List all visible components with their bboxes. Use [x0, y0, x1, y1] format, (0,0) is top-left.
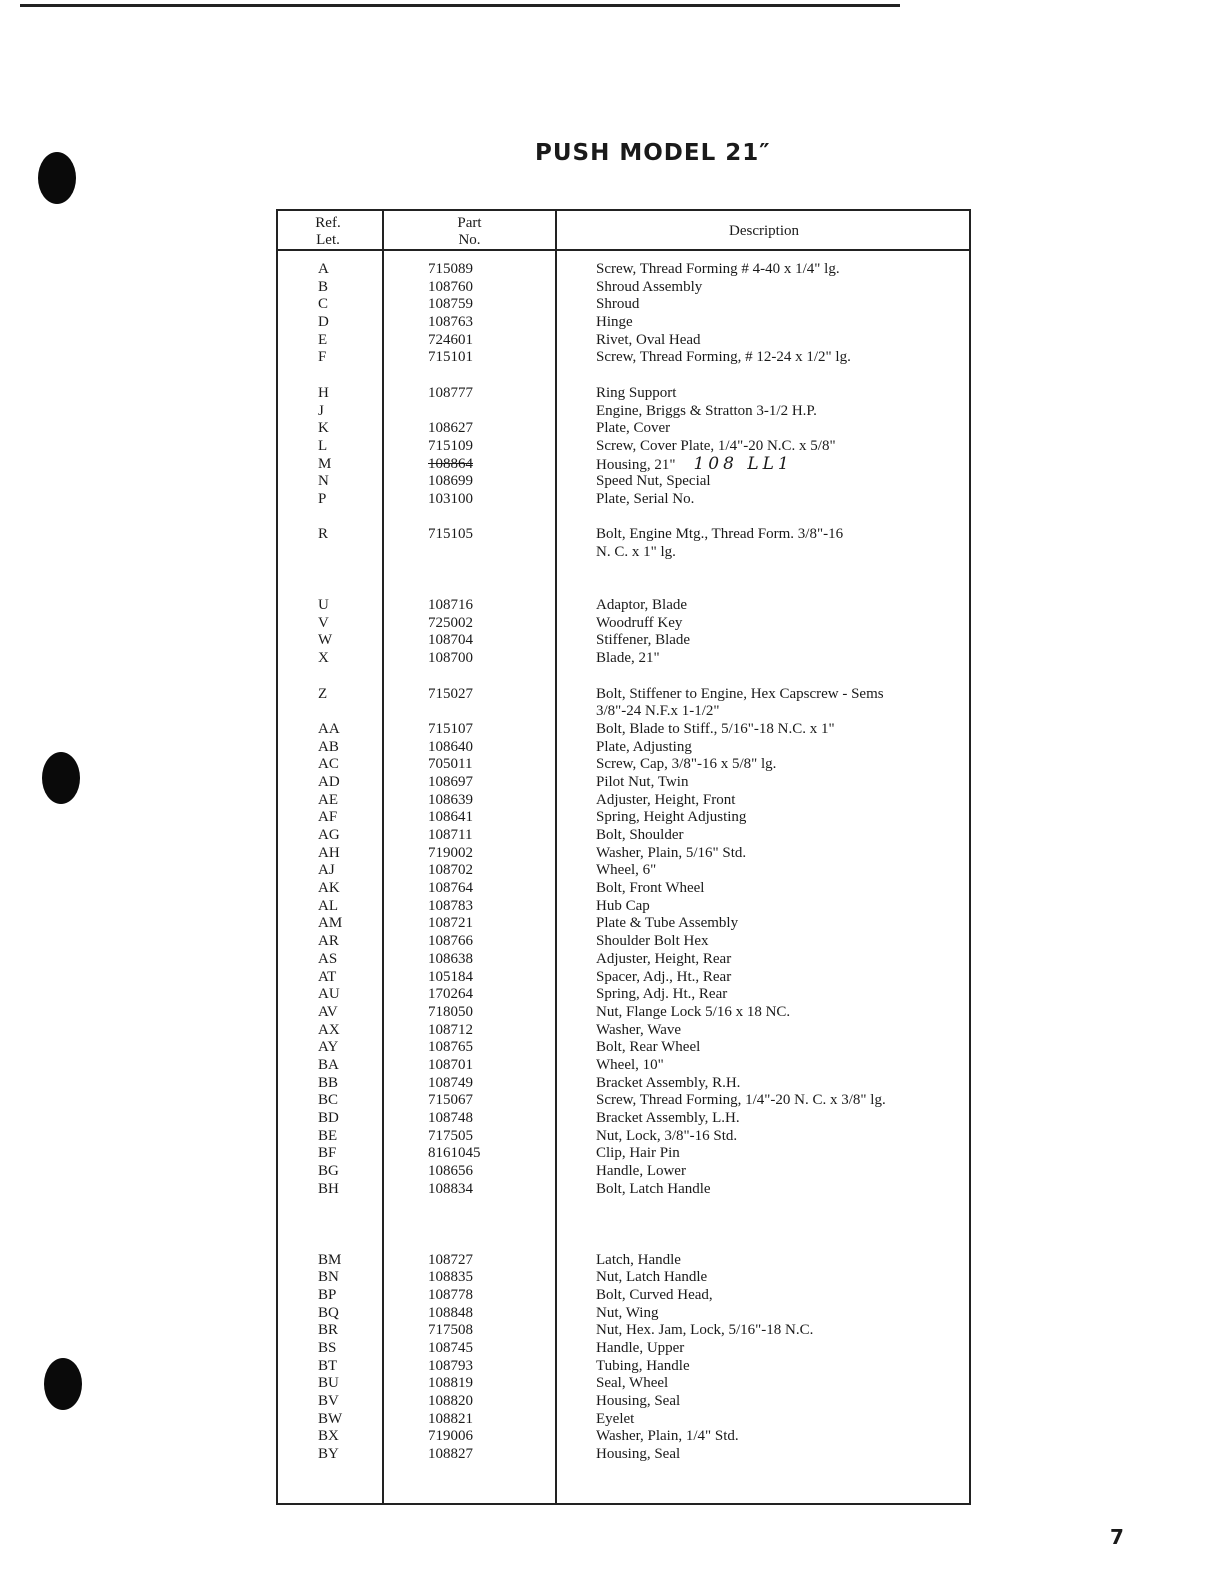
ref-letter: AB	[318, 738, 339, 755]
ref-letter: K	[318, 420, 329, 437]
ref-letter: AK	[318, 880, 340, 897]
group-spacer	[318, 367, 378, 385]
ref-letter: AU	[318, 986, 340, 1003]
part-number: 108793	[428, 1357, 473, 1374]
part-number: 103100	[428, 490, 473, 507]
group-spacer	[428, 579, 558, 597]
ref-letter: BD	[318, 1110, 339, 1126]
part-description	[596, 1075, 966, 1093]
part-description	[596, 632, 966, 650]
ref-letter: BQ	[318, 1304, 339, 1321]
part-number	[428, 403, 558, 421]
group-spacer	[596, 579, 966, 597]
part-description	[596, 880, 966, 898]
group-spacer	[428, 1198, 558, 1216]
part-number: 108641	[428, 809, 473, 826]
part-number: 715101	[428, 349, 473, 366]
part-description-text: Seal, Wheel	[596, 1375, 669, 1392]
part-description	[596, 686, 966, 704]
part-description	[596, 915, 966, 933]
part-description	[596, 1446, 966, 1464]
part-number: 108777	[428, 384, 473, 401]
ref-letter: AH	[318, 844, 340, 861]
header-part-no	[384, 215, 555, 249]
ref-letter: AY	[318, 1039, 339, 1056]
part-description-text: Rivet, Oval Head	[596, 331, 701, 348]
ref-letter: BP	[318, 1286, 337, 1303]
part-description	[596, 1110, 966, 1128]
ref-letter: F	[318, 349, 327, 366]
ref-letter: BB	[318, 1074, 339, 1091]
part-description	[596, 453, 966, 474]
part-number: 108702	[428, 862, 473, 879]
part-description	[596, 1287, 966, 1305]
part-description-text: Shroud Assembly	[596, 278, 703, 295]
part-description	[596, 1428, 966, 1446]
part-number: 108716	[428, 597, 473, 614]
parts-table	[276, 209, 971, 1505]
ref-letter: BC	[318, 1092, 339, 1109]
ref-letter: BM	[318, 1251, 342, 1268]
part-description	[596, 385, 966, 403]
group-spacer	[596, 668, 966, 686]
part-number: 108627	[428, 420, 473, 437]
part-number: 108766	[428, 933, 473, 950]
part-description	[596, 1340, 966, 1358]
group-spacer	[428, 367, 558, 385]
binder-hole-middle	[42, 752, 80, 804]
ref-letter: C	[318, 296, 329, 313]
ref-letter: H	[318, 384, 329, 401]
part-number: 705011	[428, 756, 473, 773]
ref-letter: AD	[318, 773, 340, 790]
part-description-text: Bolt, Curved Head,	[596, 1286, 713, 1303]
part-description-text: Washer, Wave	[596, 1021, 682, 1038]
group-spacer	[596, 1198, 966, 1216]
part-description	[596, 756, 966, 774]
part-description	[596, 1039, 966, 1057]
part-number: 108640	[428, 738, 473, 755]
part-description-text: Tubing, Handle	[596, 1357, 690, 1374]
ref-column	[318, 261, 378, 1464]
part-number: 715067	[428, 1092, 473, 1109]
part-number: 105184	[428, 968, 473, 985]
part-number: 108704	[428, 632, 473, 649]
part-description	[596, 491, 966, 509]
part-description	[596, 438, 966, 456]
part-description-text: Handle, Lower	[596, 1163, 686, 1180]
ref-letter: BW	[318, 1410, 343, 1427]
part-number: 715107	[428, 720, 473, 737]
group-spacer	[318, 668, 378, 686]
ref-letter: AC	[318, 756, 339, 773]
group-spacer	[596, 367, 966, 385]
group-spacer	[318, 562, 378, 580]
part-number: 108827	[428, 1446, 473, 1463]
part-description-text: Bolt, Engine Mtg., Thread Form. 3/8"-16	[596, 526, 844, 543]
part-description	[596, 1411, 966, 1429]
part-number: 108656	[428, 1163, 473, 1180]
ref-letter: AX	[318, 1021, 340, 1038]
part-description	[596, 279, 966, 297]
part-number: 715089	[428, 261, 473, 277]
part-description-text: Shroud	[596, 296, 640, 313]
part-description	[596, 1358, 966, 1376]
part-column	[428, 261, 558, 1464]
ref-letter: AL	[318, 897, 338, 914]
part-description	[596, 862, 966, 880]
column-divider-1	[382, 211, 384, 1503]
group-spacer	[428, 562, 558, 580]
part-description-text: Blade, 21"	[596, 650, 660, 667]
header-part-line2: No.	[458, 232, 481, 248]
part-description	[596, 792, 966, 810]
ref-letter: BY	[318, 1446, 339, 1463]
ref-letter: BU	[318, 1375, 339, 1392]
group-spacer	[318, 1234, 378, 1252]
part-description	[596, 703, 966, 721]
part-description-text: Washer, Plain, 5/16" Std.	[596, 844, 747, 861]
part-description	[596, 898, 966, 916]
ref-letter: AA	[318, 720, 340, 737]
part-number: 108778	[428, 1286, 473, 1303]
ref-letter: N	[318, 473, 329, 490]
ref-letter: BN	[318, 1269, 339, 1286]
part-description	[596, 1322, 966, 1340]
part-number: 108749	[428, 1074, 473, 1091]
part-description-text: Bolt, Stiffener to Engine, Hex Capscrew - Sems	[596, 685, 884, 702]
ref-letter: AM	[318, 915, 343, 932]
part-number: 724601	[428, 331, 473, 348]
part-description-text: Screw, Cover Plate, 1/4"-20 N.C. x 5/8"	[596, 437, 836, 454]
part-description-text: Clip, Hair Pin	[596, 1145, 680, 1162]
part-number: 108819	[428, 1375, 473, 1392]
part-description-text: Bracket Assembly, R.H.	[596, 1074, 741, 1091]
ref-letter: L	[318, 437, 328, 454]
part-description-text: Spacer, Adj., Ht., Rear	[596, 968, 732, 985]
header-description	[557, 223, 971, 240]
part-description	[596, 1092, 966, 1110]
part-description	[596, 1163, 966, 1181]
binder-hole-top	[38, 152, 76, 204]
part-description	[596, 827, 966, 845]
part-number: 108712	[428, 1021, 473, 1038]
part-description	[596, 721, 966, 739]
part-description	[596, 1393, 966, 1411]
part-number: 719006	[428, 1428, 473, 1445]
part-description	[596, 774, 966, 792]
part-description	[596, 845, 966, 863]
part-number: 108638	[428, 950, 473, 967]
part-description-text: Shoulder Bolt Hex	[596, 933, 709, 950]
part-description	[596, 951, 966, 969]
part-description-text: Engine, Briggs & Stratton 3-1/2 H.P.	[596, 402, 817, 419]
ref-letter: Z	[318, 685, 328, 702]
ref-letter: R	[318, 526, 329, 543]
part-description	[596, 1269, 966, 1287]
part-description-text: Screw, Thread Forming, # 12-24 x 1/2" lg.	[596, 349, 851, 366]
part-description	[596, 1004, 966, 1022]
part-number: 717508	[428, 1322, 473, 1339]
part-description-text: Spring, Height Adjusting	[596, 809, 747, 826]
part-description	[596, 332, 966, 350]
part-number: 170264	[428, 986, 473, 1003]
handwritten-note: 108 LL1	[693, 453, 793, 474]
part-description	[596, 544, 966, 562]
part-description	[596, 314, 966, 332]
part-description-text: Hub Cap	[596, 897, 650, 914]
ref-letter: A	[318, 261, 329, 277]
part-description-text: Screw, Thread Forming, 1/4"-20 N. C. x 3/8" lg.	[596, 1092, 886, 1109]
page-title: PUSH MODEL 21″	[535, 140, 771, 166]
ref-letter: D	[318, 314, 329, 331]
part-description-text: Adjuster, Height, Rear	[596, 950, 732, 967]
top-rule	[20, 4, 900, 7]
ref-letter: BV	[318, 1393, 339, 1409]
part-description	[596, 261, 966, 279]
header-ref-line1: Ref.	[315, 215, 341, 231]
part-description	[596, 1305, 966, 1323]
ref-letter: AG	[318, 827, 340, 843]
ref-letter: BE	[318, 1127, 338, 1144]
part-description-text: Plate & Tube Assembly	[596, 915, 739, 932]
part-description-text: Bolt, Blade to Stiff., 5/16"-18 N.C. x 1"	[596, 720, 835, 737]
part-description-text: Adaptor, Blade	[596, 597, 688, 614]
binder-hole-bottom	[44, 1358, 82, 1410]
group-spacer	[318, 1216, 378, 1234]
header-ref-line2: Let.	[316, 232, 340, 248]
part-number: 108697	[428, 773, 473, 790]
part-description	[596, 739, 966, 757]
part-description	[596, 420, 966, 438]
part-description	[596, 1252, 966, 1270]
part-number: 108745	[428, 1339, 473, 1356]
part-description-text: Plate, Cover	[596, 420, 671, 437]
ref-letter: BX	[318, 1428, 339, 1445]
part-number: 715105	[428, 526, 473, 543]
group-spacer	[318, 1198, 378, 1216]
part-description-text: Plate, Adjusting	[596, 738, 692, 755]
part-description	[596, 526, 966, 544]
ref-letter: BR	[318, 1322, 339, 1339]
ref-letter: P	[318, 490, 327, 507]
part-description-text: N. C. x 1" lg.	[596, 544, 676, 560]
part-description	[596, 1128, 966, 1146]
part-description-text: Handle, Upper	[596, 1339, 685, 1356]
ref-letter	[318, 703, 378, 721]
part-number: 108764	[428, 880, 473, 897]
part-description-text: Nut, Flange Lock 5/16 x 18 NC.	[596, 1003, 791, 1020]
part-description-text: Washer, Plain, 1/4" Std.	[596, 1428, 739, 1445]
part-description-text: Hinge	[596, 314, 633, 331]
description-column	[596, 261, 966, 1464]
part-description-text: Wheel, 6"	[596, 862, 657, 879]
ref-letter: AR	[318, 933, 339, 950]
group-spacer	[596, 562, 966, 580]
ref-letter: BS	[318, 1339, 337, 1356]
part-description-text: Housing, Seal	[596, 1446, 681, 1463]
ref-letter: B	[318, 278, 329, 295]
ref-letter	[318, 544, 378, 562]
ref-letter: E	[318, 331, 328, 348]
ref-letter: AT	[318, 968, 337, 985]
part-number: 108765	[428, 1039, 473, 1056]
ref-letter: BA	[318, 1056, 339, 1073]
part-description	[596, 473, 966, 491]
part-description-text: Woodruff Key	[596, 614, 683, 631]
group-spacer	[428, 1216, 558, 1234]
part-description-text: Stiffener, Blade	[596, 632, 691, 649]
part-description-text: Adjuster, Height, Front	[596, 791, 736, 808]
page-number: 7	[1110, 1525, 1124, 1549]
ref-letter: AS	[318, 950, 338, 967]
part-description-text: Bolt, Rear Wheel	[596, 1039, 701, 1056]
part-description-text: Bolt, Shoulder	[596, 827, 684, 843]
header-description-label: Description	[729, 223, 799, 239]
ref-letter: BH	[318, 1180, 339, 1197]
part-number: 725002	[428, 614, 473, 631]
header-part-line1: Part	[457, 215, 482, 231]
part-description-text: Pilot Nut, Twin	[596, 773, 689, 790]
part-description	[596, 986, 966, 1004]
part-description	[596, 933, 966, 951]
part-number: 108711	[428, 827, 473, 843]
part-number: 108835	[428, 1269, 473, 1286]
ref-letter: V	[318, 614, 329, 631]
part-description	[596, 1181, 966, 1199]
part-number	[428, 703, 558, 721]
part-description-text: Latch, Handle	[596, 1251, 681, 1268]
group-spacer	[318, 579, 378, 597]
part-number: 108763	[428, 314, 473, 331]
part-number: 717505	[428, 1127, 473, 1144]
part-number: 108820	[428, 1393, 473, 1409]
part-number	[428, 544, 558, 562]
part-number: 108834	[428, 1180, 473, 1197]
part-number: 108700	[428, 650, 473, 667]
part-description-text: Screw, Cap, 3/8"-16 x 5/8" lg.	[596, 756, 777, 773]
part-number: 108783	[428, 897, 473, 914]
part-number: 108760	[428, 278, 473, 295]
ref-letter: AJ	[318, 862, 335, 879]
part-number: 108727	[428, 1251, 473, 1268]
ref-letter: AF	[318, 809, 338, 826]
group-spacer	[428, 509, 558, 527]
part-description	[596, 597, 966, 615]
part-description-text: Speed Nut, Special	[596, 473, 711, 490]
ref-letter: M	[318, 455, 332, 472]
part-description	[596, 809, 966, 827]
ref-letter: X	[318, 650, 329, 667]
part-description-text: Housing, 21"	[596, 456, 676, 473]
ref-letter: AE	[318, 791, 338, 808]
part-description-text: Nut, Wing	[596, 1304, 659, 1321]
part-description-text: Wheel, 10"	[596, 1056, 664, 1073]
part-description-text: Bolt, Latch Handle	[596, 1180, 711, 1197]
part-number: 108748	[428, 1110, 473, 1126]
ref-letter: J	[318, 402, 324, 419]
part-description	[596, 650, 966, 668]
part-description-text: Bracket Assembly, L.H.	[596, 1110, 740, 1126]
part-number: 718050	[428, 1003, 473, 1020]
part-number: 719002	[428, 844, 473, 861]
part-description-text: Ring Support	[596, 384, 677, 401]
part-number: 715027	[428, 685, 473, 702]
part-number: 108721	[428, 915, 473, 932]
part-description-text: 3/8"-24 N.F.x 1-1/2"	[596, 703, 720, 720]
part-description-text: Nut, Lock, 3/8"-16 Std.	[596, 1127, 738, 1144]
group-spacer	[596, 509, 966, 527]
part-number: 108699	[428, 473, 473, 490]
part-description	[596, 1375, 966, 1393]
group-spacer	[428, 668, 558, 686]
ref-letter: BT	[318, 1357, 338, 1374]
group-spacer	[428, 1234, 558, 1252]
part-description-text: Nut, Latch Handle	[596, 1269, 708, 1286]
ref-letter: BG	[318, 1163, 339, 1180]
part-description-text: Housing, Seal	[596, 1393, 681, 1409]
part-number: 108864	[428, 455, 473, 472]
part-description-text: Spring, Adj. Ht., Rear	[596, 986, 728, 1003]
ref-letter: AV	[318, 1003, 338, 1020]
ref-letter: BF	[318, 1145, 337, 1162]
part-description	[596, 349, 966, 367]
part-description	[596, 1022, 966, 1040]
part-description	[596, 403, 966, 421]
part-number: 8161045	[428, 1145, 481, 1162]
part-number: 715109	[428, 437, 473, 454]
part-description	[596, 969, 966, 987]
part-description	[596, 615, 966, 633]
group-spacer	[596, 1234, 966, 1252]
part-description-text: Nut, Hex. Jam, Lock, 5/16"-18 N.C.	[596, 1322, 814, 1339]
part-description-text: Bolt, Front Wheel	[596, 880, 705, 897]
group-spacer	[596, 1216, 966, 1234]
part-number: 108701	[428, 1056, 473, 1073]
part-description	[596, 1145, 966, 1163]
part-number: 108821	[428, 1410, 473, 1427]
part-number: 108639	[428, 791, 473, 808]
group-spacer	[318, 509, 378, 527]
part-description-text: Screw, Thread Forming # 4-40 x 1/4" lg.	[596, 261, 840, 277]
header-ref-let	[298, 215, 358, 249]
ref-letter: U	[318, 597, 329, 614]
part-number: 108759	[428, 296, 473, 313]
part-number: 108848	[428, 1304, 473, 1321]
part-description-text: Eyelet	[596, 1410, 635, 1427]
part-description	[596, 296, 966, 314]
part-description-text: Plate, Serial No.	[596, 490, 695, 507]
part-description	[596, 1057, 966, 1075]
ref-letter: W	[318, 632, 333, 649]
